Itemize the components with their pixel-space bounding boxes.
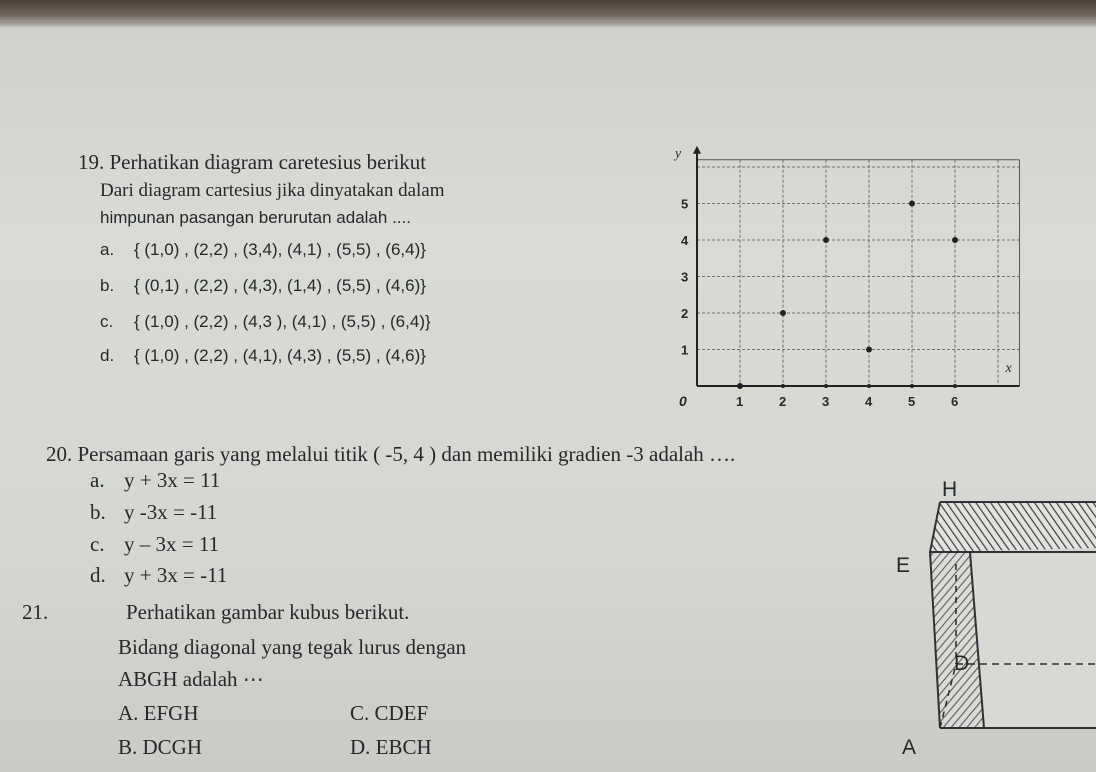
q21-line3: ABGH adalah ⋯ [118,667,264,691]
data-point [737,383,743,389]
cube-label-a: A [902,736,917,759]
q19-line3: himpunan pasangan berurutan adalah .... [100,208,411,227]
q21-line1: Perhatikan gambar kubus berikut. [126,600,410,624]
option-text: y -3x = -11 [124,500,218,524]
x-tick-mark [867,384,871,388]
option-label: d. [100,346,115,365]
option-text: y + 3x = 11 [124,468,221,492]
q19-line2: Dari diagram cartesius jika dinyatakan dalam [100,180,445,201]
y-tick-label: 1 [681,342,689,358]
data-point [866,347,872,353]
option-text: { (1,0) , (2,2) , (3,4), (4,1) , (5,5) , (6,4)} [134,240,426,259]
q20-option-b[interactable] [90,500,217,525]
cartesian-diagram [645,146,1012,420]
chart-tick-labels [673,147,1013,409]
x-tick-label: 3 [822,394,830,409]
q19-title: 19. Perhatikan diagram caretesius berikut [78,150,427,174]
data-point [823,237,829,243]
x-tick-label: 4 [865,394,873,409]
x-tick-label: 5 [908,394,916,409]
q20-option-d[interactable] [90,563,227,588]
option-label: c. [90,532,105,556]
x-tick-mark [910,384,914,388]
option-label: a. [100,240,115,259]
option-label: b. [90,500,106,524]
y-tick-label: 3 [681,269,689,285]
data-point [909,201,915,207]
option-text: y + 3x = -11 [124,563,228,587]
chart-grid [697,160,1020,386]
option-label: d. [90,563,106,587]
cube-label-h: H [942,478,958,501]
x-axis-label: x [1005,361,1012,376]
data-point [952,237,958,243]
data-point [780,310,786,316]
q19-option-a[interactable] [100,240,426,260]
x-tick-mark [953,384,957,388]
cube-label-d: D [954,652,970,675]
option-label: c. [100,312,114,331]
q21-number: 21. [22,600,49,624]
q19-option-d[interactable] [100,346,426,366]
cube-front-face [970,552,1096,728]
y-tick-label: 2 [681,306,689,321]
q21-line2: Bidang diagonal yang tegak lurus dengan [118,635,467,659]
cube-figure [870,478,1096,772]
x-tick-mark [824,384,828,388]
cube-label-e: E [896,554,911,577]
y-tick-label: 5 [681,196,689,212]
chart-points [737,201,958,390]
q19-option-b[interactable] [100,276,426,296]
q19-option-c[interactable] [100,312,431,332]
option-text: y – 3x = 11 [124,532,220,556]
option-label: b. [100,276,115,295]
y-axis-label: y [675,146,682,162]
q20-option-c[interactable] [90,532,219,557]
origin-label: 0 [679,393,687,409]
x-tick-label: 6 [951,394,959,409]
q21-option-a[interactable]: A. EFGH [118,701,199,725]
y-tick-label: 4 [681,233,689,248]
q20-title: 20. Persamaan garis yang melalui titik ( -5, 4 ) dan memiliki gradien -3 adalah …. [46,442,736,466]
option-label: a. [90,468,105,492]
option-text: { (1,0) , (2,2) , (4,3 ), (4,1) , (5,5) , (6,4)} [134,312,431,331]
q21-option-b[interactable]: B. DCGH [118,735,203,759]
q21-option-d[interactable]: D. EBCH [350,735,432,759]
x-tick-mark [781,384,785,388]
option-text: { (1,0) , (2,2) , (4,1), (4,3) , (5,5) , (4,6)} [134,346,426,365]
chart-axes [693,146,1020,386]
q21-option-c[interactable]: C. CDEF [350,701,429,725]
cube-top-face [930,502,1096,552]
y-axis-arrow-icon [693,146,701,154]
x-tick-label: 1 [736,394,744,409]
option-text: { (0,1) , (2,2) , (4,3), (1,4) , (5,5) , (4,6)} [134,276,426,295]
x-tick-label: 2 [779,394,787,409]
paper-fold [0,22,1096,28]
q20-option-a[interactable] [90,468,220,493]
